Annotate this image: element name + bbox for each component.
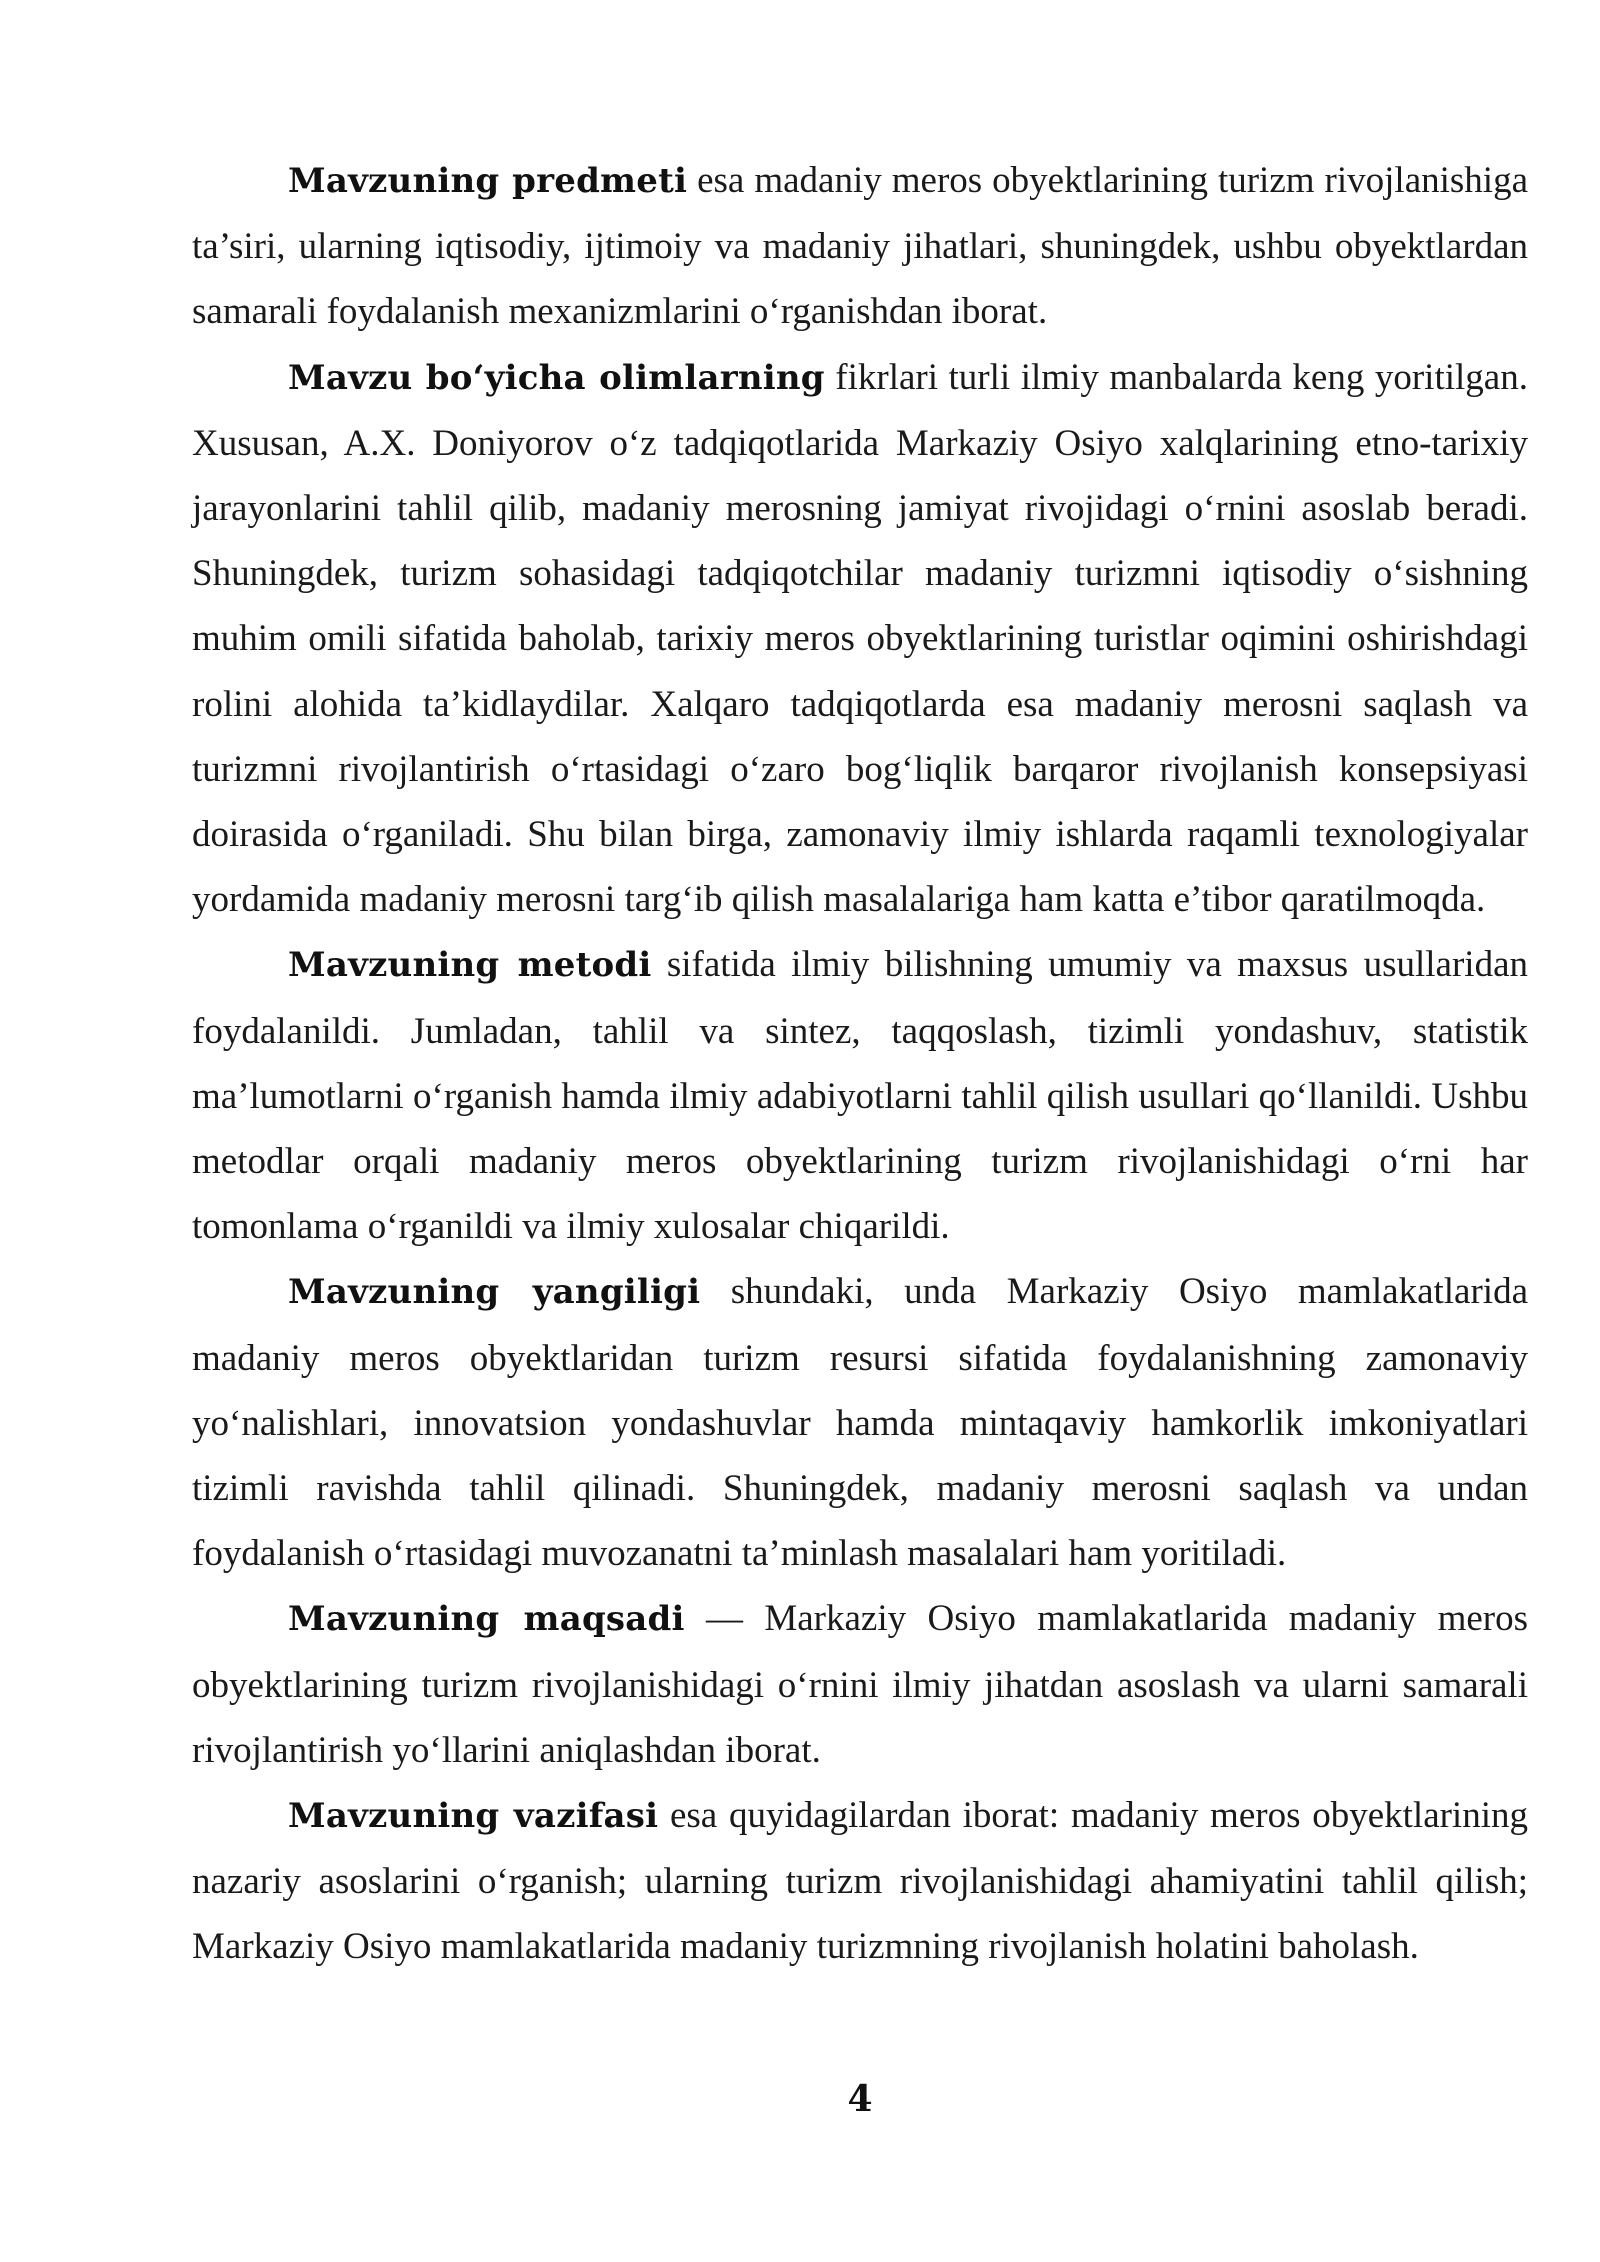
paragraph-predmeti — [192, 148, 1528, 345]
paragraph-lead: Mavzu bo‘yicha olimlarning — [288, 357, 825, 398]
paragraph-lead: Mavzuning vazifasi — [288, 1796, 659, 1837]
paragraph-lead: Mavzuning metodi — [288, 945, 652, 986]
paragraph-lead: Mavzuning yangiligi — [288, 1272, 701, 1313]
body-text — [192, 148, 1528, 1980]
paragraph-lead: Mavzuning predmeti — [288, 161, 688, 201]
paragraph-yangiligi — [192, 1259, 1528, 1586]
paragraph-body: shundaki, unda Markaziy Osiyo mamlakatlarida madaniy meros obyektlaridan turizm resursi sifatida foydalanishning zamonaviy yo‘nalishlari, innovatsion yondashuvlar hamda mintaqaviy hamkorlik imkoniyatlari tizimli ravishda tahlil qilinadi. Shuningdek, madaniy merosni saqlash va undan foydalanish o‘rtasidagi muvozanatni ta’minlash masalalari ham yoritiladi. — [192, 1271, 1528, 1575]
paragraph-lead: Mavzuning maqsadi — [288, 1599, 685, 1640]
paragraph-olimlar — [192, 345, 1528, 933]
page-number: 4 — [847, 2078, 873, 2120]
paragraph-body: fikrlari turli ilmiy manbalarda keng yoritilgan. Xususan, A.X. Doniyorov o‘z tadqiqotlarida Markaziy Osiyo xalqlarining etno-tarixiy jarayonlarini tahlil qilib, madaniy merosning jamiyat rivojidagi o‘rnini asoslab beradi. Shuningdek, turizm sohasidagi tadqiqotchilar madaniy turizmni iqtisodiy o‘sishning muhim omili sifatida baholab, tarixiy meros obyektlarining turistlar oqimini oshirishdagi rolini alohida ta’kidlaydilar. Xalqaro tadqiqotlarda esa madaniy merosni saqlash va turizmni rivojlantirish o‘rtasidagi o‘zaro bog‘liqlik barqaror rivojlanish konsepsiyasi doirasida o‘rganiladi. Shu bilan birga, zamonaviy ilmiy ishlarda raqamli texnologiyalar yordamida madaniy merosni targ‘ib qilish masalalariga ham katta e’tibor qaratilmoqda. — [192, 356, 1528, 921]
paragraph-body: esa quyidagilardan iborat: madaniy meros obyektlarining nazariy asoslarini o‘rganish; ularning turizm rivojlanishidagi ahamiyatini tahlil qilish; Markaziy Osiyo mamlakatlarida madaniy turizmning rivojlanish holatini baholash. — [192, 1795, 1528, 1968]
paragraph-body: sifatida ilmiy bilishning umumiy va maxsus usullaridan foydalanildi. Jumladan, tahlil va sintez, taqqoslash, tizimli yondashuv, statistik ma’lumotlarni o‘rganish hamda ilmiy adabiyotlarni tahlil qilish usullari qo‘llanildi. Ushbu metodlar orqali madaniy meros obyektlarining turizm rivojlanishidagi o‘rni har tomonlama o‘rganildi va ilmiy xulosalar chiqarildi. — [192, 944, 1528, 1248]
paragraph-vazifasi — [192, 1783, 1528, 1980]
paragraph-metodi — [192, 932, 1528, 1259]
paragraph-maqsadi — [192, 1586, 1528, 1783]
paragraph-body: esa madaniy meros obyektlarining turizm rivojlanishiga ta’siri, ularning iqtisodiy, ijtimoiy va madaniy jihatlari, shuningdek, ushbu obyektlardan samarali foydalanish mexanizmlarini o‘rganishdan iborat. — [192, 160, 1528, 333]
paragraph-body: — Markaziy Osiyo mamlakatlarida madaniy meros obyektlarining turizm rivojlanishidagi o‘rnini ilmiy jihatdan asoslash va ularni samarali rivojlantirish yo‘llarini aniqlashdan iborat. — [192, 1598, 1528, 1771]
